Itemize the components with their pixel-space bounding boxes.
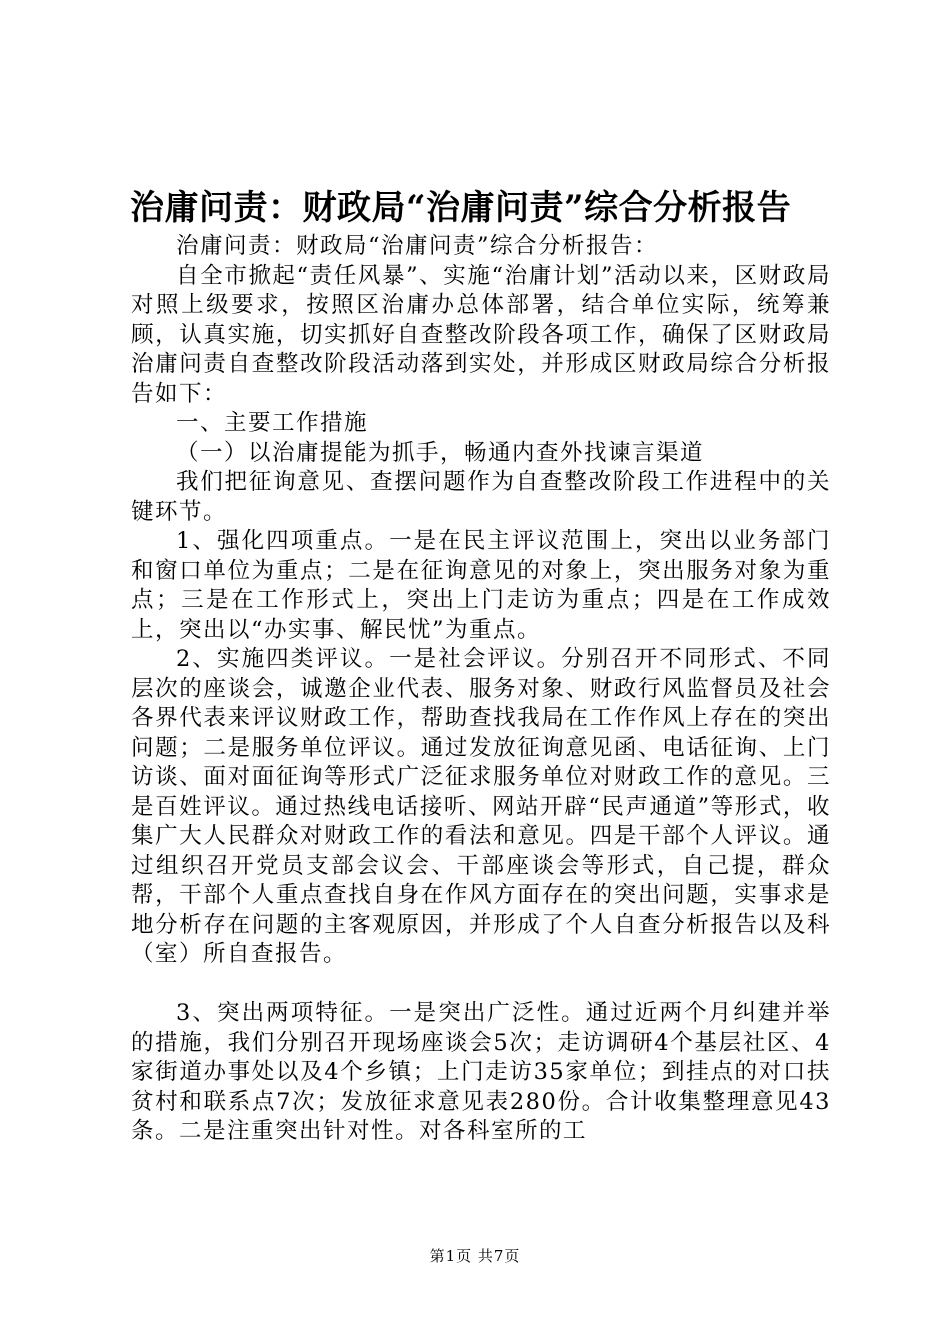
paragraph-key-link: 我们把征询意见、查摆问题作为自查整改阶段工作进程中的关键环节。 bbox=[131, 469, 831, 525]
section-heading: 一、主要工作措施 bbox=[176, 410, 369, 436]
subsection-heading: （一）以治庸提能为抓手，畅通内查外找谏言渠道 bbox=[176, 439, 705, 466]
document-title: 治庸问责：财政局“治庸问责”综合分析报告 bbox=[130, 188, 792, 228]
paragraph-item-3: 3、突出两项特征。一是突出广泛性。通过近两个月纠建并举的措施，我们分别召开现场座谈会5次；走访调研4个基层社区、4家街道办事处以及4个乡镇；上门走访35家单位；到挂点的对口扶贫村和联系点7次；发放征求意见表280份。合计收集整理意见43条。二是注重突出针对性。对各科室所的工 bbox=[131, 1000, 831, 1144]
document-body bbox=[131, 232, 831, 1147]
paragraph-item-2: 2、实施四类评议。一是社会评议。分别召开不同形式、不同层次的座谈会，诚邀企业代表、服务对象、财政行风监督员及社会各界代表来评议财政工作，帮助查找我局在工作作风上存在的突出问题；二是服务单位评议。通过发放征询意见函、电话征询、上门访谈、面对面征询等形式广泛征求服务单位对财政工作的意见。三是百姓评议。通过热线电话接听、网站开辟“民声通道”等形式，收集广大人民群众对财政工作的看法和意见。四是干部个人评议。通过组织召开党员支部会议会、干部座谈会等形式，自己提，群众帮，干部个人重点查找自身在作风方面存在的突出问题，实事求是地分析存在问题的主客观原因，并形成了个人自查分析报告以及科（室）所自查报告。 bbox=[131, 646, 831, 967]
paragraph-intro: 治庸问责：财政局“治庸问责”综合分析报告： bbox=[176, 233, 659, 259]
paragraph-background: 自全市掀起“责任风暴”、实施“治庸计划”活动以来，区财政局对照上级要求，按照区治庸办总体部署，结合单位实际，统筹兼顾，认真实施，切实抓好自查整改阶段各项工作，确保了区财政局治庸问责自查整改阶段活动落到实处，并形成区财政局综合分析报告如下： bbox=[131, 262, 831, 407]
page-number-footer: 第1页 共7页 bbox=[429, 1247, 521, 1265]
paragraph-item-1: 1、强化四项重点。一是在民主评议范围上，突出以业务部门和窗口单位为重点；二是在征询意见的对象上，突出服务对象为重点；三是在工作形式上，突出上门走访为重点；四是在工作成效上，突出以“办实事、解民忧”为重点。 bbox=[131, 528, 831, 643]
